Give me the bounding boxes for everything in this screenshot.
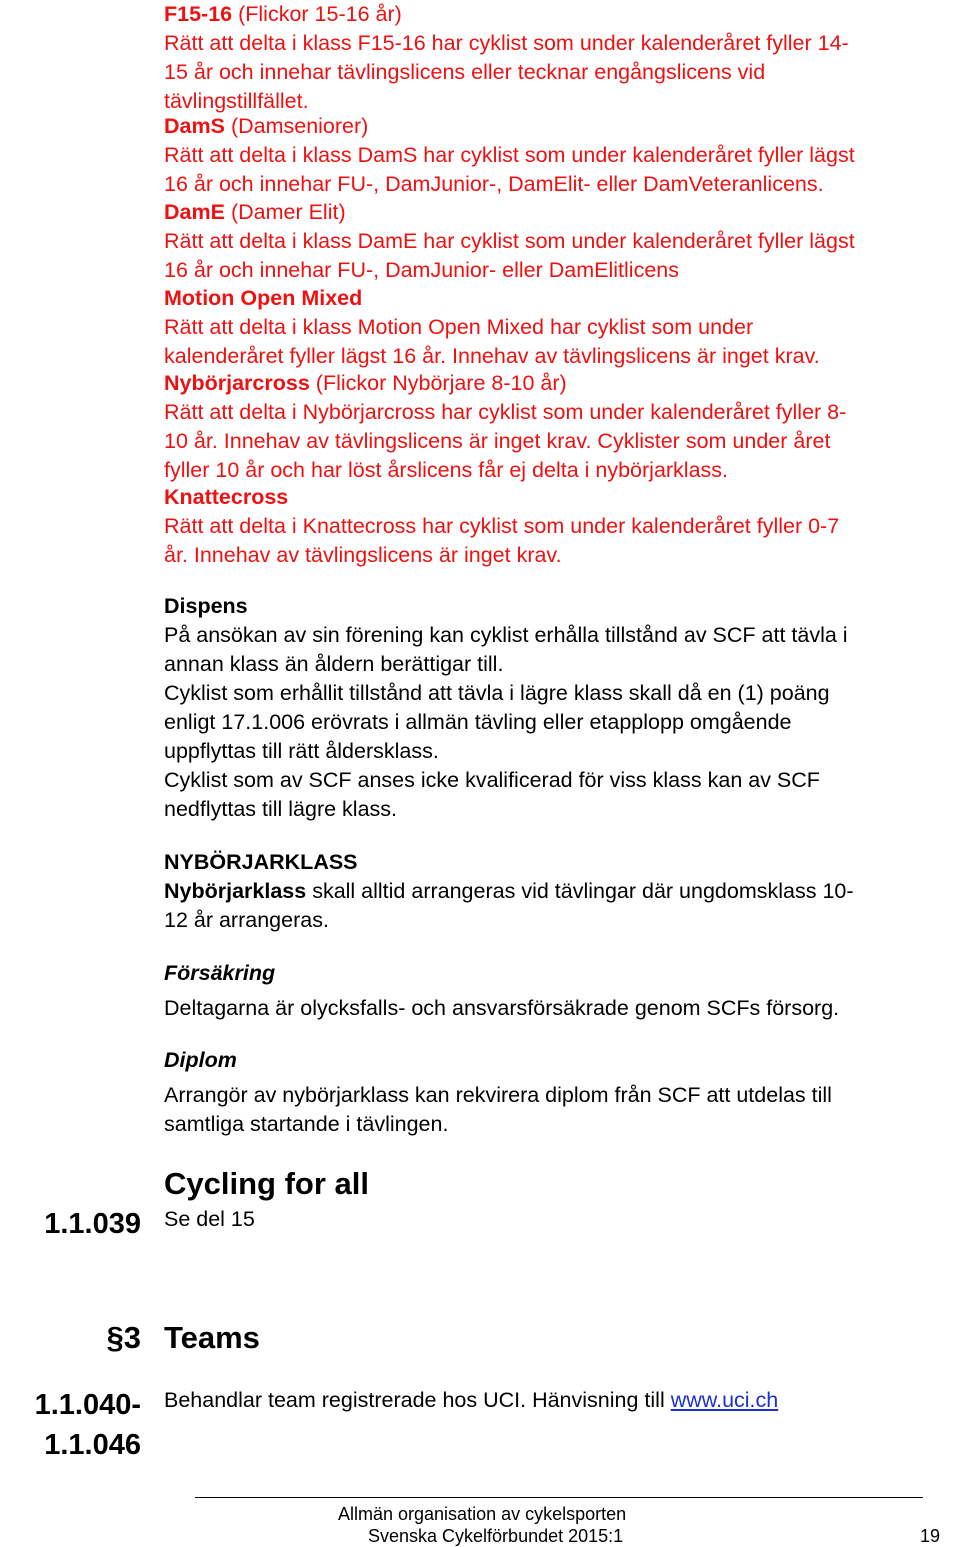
cycling-heading: Cycling for all xyxy=(164,1166,369,1201)
class-subtitle: (Flickor 15-16 år) xyxy=(238,2,402,26)
class-title: Knattecross xyxy=(164,485,289,509)
diplom-heading: Diplom xyxy=(164,1048,237,1072)
class-text-line: Rätt att delta i klass Motion Open Mixed har cyklist som under xyxy=(164,315,754,339)
class-title: Nybörjarcross xyxy=(164,371,310,395)
teams-heading: Teams xyxy=(164,1320,260,1355)
dispens-line: enligt 17.1.006 erövrats i allmän tävling eller etapplopp omgående xyxy=(164,710,792,734)
nyborjarklass-section xyxy=(164,848,960,935)
dispens-line: nedflyttas till lägre klass. xyxy=(164,797,398,821)
class-subtitle: (Damer Elit) xyxy=(230,200,346,224)
class-text-line: fyller 10 år och har löst årslicens får ej delta i nybörjarklass. xyxy=(164,458,729,482)
footer-publisher: Svenska Cykelförbundet 2015:1 xyxy=(368,1526,624,1546)
class-knattecross xyxy=(164,483,960,570)
class-text-line: Rätt att delta i Knattecross har cyklist som under kalenderåret fyller 0-7 xyxy=(164,514,840,538)
class-title: DamS xyxy=(164,114,225,138)
dispens-section xyxy=(164,592,960,824)
class-text-line: år. Innehav av tävlingslicens är inget krav. xyxy=(164,543,562,567)
class-subtitle: (Flickor Nybörjare 8-10 år) xyxy=(315,371,567,395)
class-text-line: 16 år och innehar FU-, DamJunior-, DamElit- eller DamVeteranlicens. xyxy=(164,172,824,196)
forsakring-text: Deltagarna är olycksfalls- och ansvarsförsäkrade genom SCFs försorg. xyxy=(164,996,840,1020)
nyborjarklass-lead: Nybörjarklass xyxy=(164,879,307,903)
cycling-text: Se del 15 xyxy=(164,1207,255,1231)
teams-number-a: 1.1.040- xyxy=(34,1389,141,1421)
dispens-line: Cyklist som erhållit tillstånd att tävla i lägre klass skall då en (1) poäng xyxy=(164,681,830,705)
class-dame xyxy=(164,198,960,285)
class-title: DamE xyxy=(164,200,225,224)
class-text-line: Rätt att delta i klass DamE har cyklist som under kalenderåret fyller lägst xyxy=(164,229,855,253)
forsakring-heading: Försäkring xyxy=(164,961,276,985)
class-subtitle: (Damseniorer) xyxy=(230,114,369,138)
class-title: F15-16 xyxy=(164,2,233,26)
footer-divider xyxy=(195,1497,923,1498)
footer-org: Allmän organisation av cykelsporten xyxy=(338,1504,627,1524)
nyborjarklass-heading: NYBÖRJARKLASS xyxy=(164,850,358,874)
class-title: Motion Open Mixed xyxy=(164,286,363,310)
class-motion xyxy=(164,284,960,371)
class-text-line: 15 år och innehar tävlingslicens eller tecknar engångslicens vid xyxy=(164,60,766,84)
dispens-heading: Dispens xyxy=(164,594,248,618)
diplom-line: samtliga startande i tävlingen. xyxy=(164,1112,449,1136)
dispens-line: Cyklist som av SCF anses icke kvalificerad för viss klass kan av SCF xyxy=(164,768,820,792)
class-text-line: tävlingstillfället. xyxy=(164,89,309,113)
diplom-line: Arrangör av nybörjarklass kan rekvirera diplom från SCF att utdelas till xyxy=(164,1083,832,1107)
class-text-line: Rätt att delta i klass F15-16 har cyklist som under kalenderåret fyller 14- xyxy=(164,31,849,55)
dispens-line: annan klass än åldern berättigar till. xyxy=(164,652,504,676)
nyborjarklass-text: skall alltid arrangeras vid tävlingar där ungdomsklass 10- xyxy=(306,879,854,903)
class-text-line: Rätt att delta i klass DamS har cyklist som under kalenderåret fyller lägst xyxy=(164,143,855,167)
teams-number-b: 1.1.046 xyxy=(44,1429,141,1461)
teams-text: Behandlar team registrerade hos UCI. Hänvisning till xyxy=(164,1388,671,1412)
class-dams xyxy=(164,112,960,199)
class-text-line: Rätt att delta i Nybörjarcross har cyklist som under kalenderåret fyller 8- xyxy=(164,400,847,424)
dispens-line: På ansökan av sin förening kan cyklist erhålla tillstånd av SCF att tävla i xyxy=(164,623,848,647)
class-text-line: 16 år och innehar FU-, DamJunior- eller DamElitlicens xyxy=(164,258,679,282)
nyborjarklass-text-2: 12 år arrangeras. xyxy=(164,908,329,932)
class-text-line: 10 år. Innehav av tävlingslicens är inget krav. Cyklister som under året xyxy=(164,429,831,453)
diplom-section xyxy=(164,1046,960,1139)
class-nyborjarcross xyxy=(164,369,960,485)
cycling-number: 1.1.039 xyxy=(44,1208,141,1240)
section-number: §3 xyxy=(106,1320,141,1355)
forsakring-section xyxy=(164,959,960,1023)
page-number: 19 xyxy=(920,1526,941,1546)
uci-link[interactable]: www.uci.ch xyxy=(670,1388,779,1412)
class-f1516 xyxy=(164,0,960,116)
dispens-line: uppflyttas till rätt åldersklass. xyxy=(164,739,439,763)
teams-text-line xyxy=(164,1386,960,1415)
class-text-line: kalenderåret fyller lägst 16 år. Innehav av tävlingslicens är inget krav. xyxy=(164,344,820,368)
